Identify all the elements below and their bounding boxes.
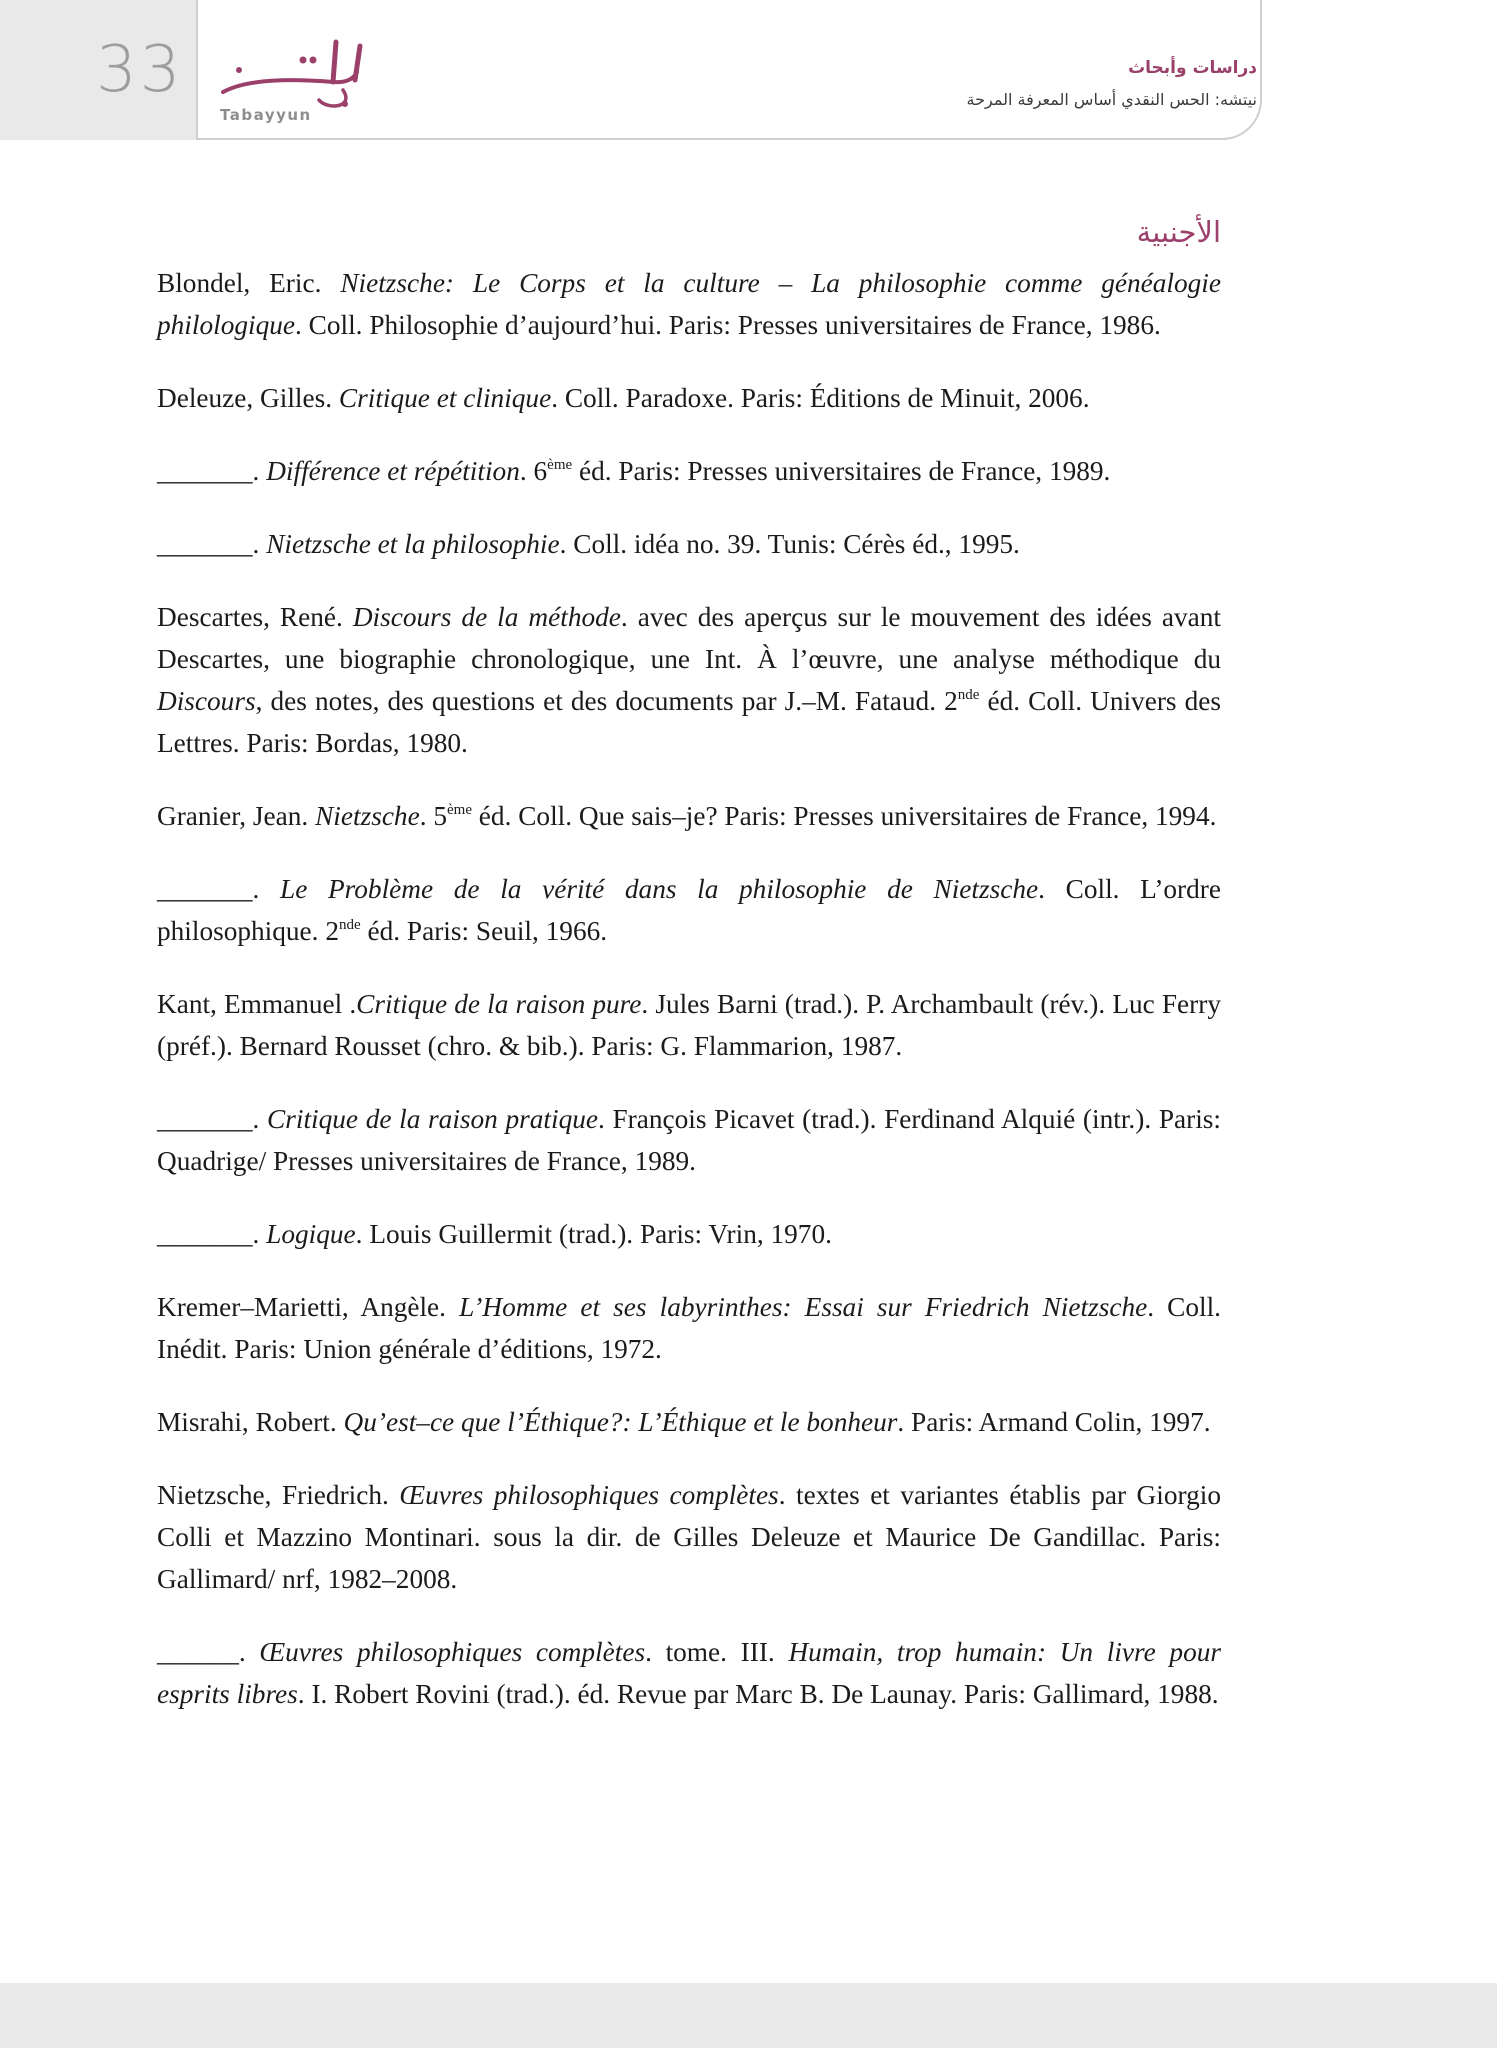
- bib-details: éd. Coll. Univers des Lettres. Paris: Bordas, 1980.: [157, 686, 1221, 758]
- bib-details: . Coll. L’ordre philosophique. 2: [157, 874, 1221, 946]
- bib-author: Kremer–Marietti, Angèle.: [157, 1292, 460, 1322]
- bib-entry: [157, 1631, 1221, 1715]
- bib-author: Nietzsche, Friedrich.: [157, 1480, 400, 1510]
- bib-entry: [157, 983, 1221, 1067]
- bib-title: Critique et clinique: [338, 383, 552, 413]
- bib-details: . François Picavet (trad.). Ferdinand Alquié (intr.). Paris: Quadrige/ Presses universitaires de France, 1989.: [157, 1104, 1222, 1176]
- bib-title: Nietzsche: Le Corps et la culture – La philosophie comme généalogie philologique: [157, 268, 1222, 340]
- bib-superscript: ème: [547, 457, 573, 473]
- bib-title: Discours: [157, 686, 256, 716]
- bib-details: . Coll. idéa no. 39. Tunis: Cérès éd., 1995.: [559, 529, 1020, 559]
- bib-details: . Coll. Paradoxe. Paris: Éditions de Minuit, 2006.: [551, 383, 1090, 413]
- logo-text: Tabayyun: [220, 106, 312, 124]
- bib-details: , des notes, des questions et des documents par J.–M. Fataud. 2: [255, 686, 958, 716]
- bib-title: Œuvres philosophiques complètes: [259, 1637, 646, 1667]
- bib-details: . tome. III.: [645, 1637, 789, 1667]
- bib-entry: [157, 1474, 1221, 1600]
- bib-details: éd. Paris: Seuil, 1966.: [360, 916, 608, 946]
- section-heading: الأجنبية: [1136, 215, 1221, 249]
- bib-title: Qu’est–ce que l’Éthique?: L’Éthique et le bonheur: [343, 1407, 898, 1437]
- bib-details: . Louis Guillermit (trad.). Paris: Vrin, 1970.: [355, 1219, 832, 1249]
- bib-details: . Jules Barni (trad.). P. Archambault (rév.). Luc Ferry (préf.). Bernard Rousset (chro. & bib.). Paris: G. Flammarion, 1987.: [157, 989, 1221, 1061]
- bib-author: Misrahi, Robert.: [157, 1407, 344, 1437]
- bib-details: éd. Paris: Presses universitaires de France, 1989.: [572, 456, 1111, 486]
- bib-details: . textes et variantes établis par Giorgio Colli et Mazzino Montinari. sous la dir. de Gilles Deleuze et Maurice De Gandillac. Paris: Gallimard/ nrf, 1982–2008.: [157, 1480, 1221, 1594]
- bib-title: Le Problème de la vérité dans la philosophie de Nietzsche: [280, 874, 1039, 904]
- page-number-box: [0, 0, 196, 140]
- section-title: دراسات وأبحاث: [1128, 58, 1257, 78]
- bib-entry: [157, 377, 1221, 419]
- bib-title: Différence et répétition: [266, 456, 520, 486]
- bib-entry: [157, 1286, 1221, 1370]
- bib-author: _______.: [157, 1104, 268, 1134]
- bib-details: . Paris: Armand Colin, 1997.: [897, 1407, 1211, 1437]
- bib-superscript: nde: [957, 687, 980, 703]
- bib-superscript: ème: [447, 802, 472, 818]
- bib-title: Logique: [266, 1219, 356, 1249]
- bib-entry: [157, 1401, 1221, 1443]
- journal-logo: [215, 30, 390, 130]
- bib-entry: [157, 450, 1221, 492]
- bib-details: éd. Coll. Que sais–je? Paris: Presses universitaires de France, 1994.: [471, 801, 1217, 831]
- bib-author: _______.: [157, 456, 267, 486]
- bib-title: L’Homme et ses labyrinthes: Essai sur Friedrich Nietzsche: [459, 1292, 1148, 1322]
- bib-author: Kant, Emmanuel .: [157, 989, 357, 1019]
- bib-title: Critique de la raison pure: [356, 989, 642, 1019]
- logo-calligraphy-icon: [215, 30, 375, 112]
- bib-details: . Coll. Philosophie d’aujourd’hui. Paris: Presses universitaires de France, 1986.: [295, 310, 1161, 340]
- bib-title: Nietzsche: [315, 801, 420, 831]
- bib-title: Humain, trop humain: Un livre pour esprits libres: [157, 1637, 1222, 1709]
- bib-author: _______.: [157, 1219, 267, 1249]
- bib-superscript: nde: [338, 917, 361, 933]
- bib-title: Discours de la méthode: [352, 602, 621, 632]
- bib-title: Critique de la raison pratique: [267, 1104, 598, 1134]
- bib-author: Granier, Jean.: [157, 801, 316, 831]
- bib-details: . 5: [419, 801, 447, 831]
- bib-entry: [157, 868, 1221, 952]
- bib-title: Œuvres philosophiques complètes: [399, 1480, 779, 1510]
- header-divider: [196, 0, 198, 140]
- bib-details: . avec des aperçus sur le mouvement des idées avant Descartes, une biographie chronologique, une Int. À l’œuvre, une analyse méthodique du: [157, 602, 1221, 674]
- page-number: 33: [96, 33, 184, 107]
- bib-title: Nietzsche et la philosophie: [266, 529, 560, 559]
- bibliography-list: [157, 262, 1221, 1746]
- bib-details: . 6: [519, 456, 548, 486]
- bib-author: Descartes, René.: [157, 602, 353, 632]
- footer-bar: [0, 1983, 1497, 2048]
- bib-entry: [157, 596, 1221, 764]
- bib-entry: [157, 523, 1221, 565]
- bib-entry: [157, 1098, 1221, 1182]
- bib-entry: [157, 795, 1221, 837]
- bib-author: Blondel, Eric.: [157, 268, 341, 298]
- bib-author: Deleuze, Gilles.: [157, 383, 339, 413]
- bib-entry: [157, 262, 1221, 346]
- bib-author: ______.: [157, 1637, 260, 1667]
- bib-entry: [157, 1213, 1221, 1255]
- bib-details: . Coll. Inédit. Paris: Union générale d’éditions, 1972.: [157, 1292, 1221, 1364]
- running-title: نيتشه: الحس النقدي أساس المعرفة المرحة: [966, 90, 1257, 109]
- bib-author: _______.: [157, 529, 267, 559]
- bib-details: . I. Robert Rovini (trad.). éd. Revue par Marc B. De Launay. Paris: Gallimard, 1988.: [297, 1679, 1219, 1709]
- bib-author: _______.: [157, 874, 281, 904]
